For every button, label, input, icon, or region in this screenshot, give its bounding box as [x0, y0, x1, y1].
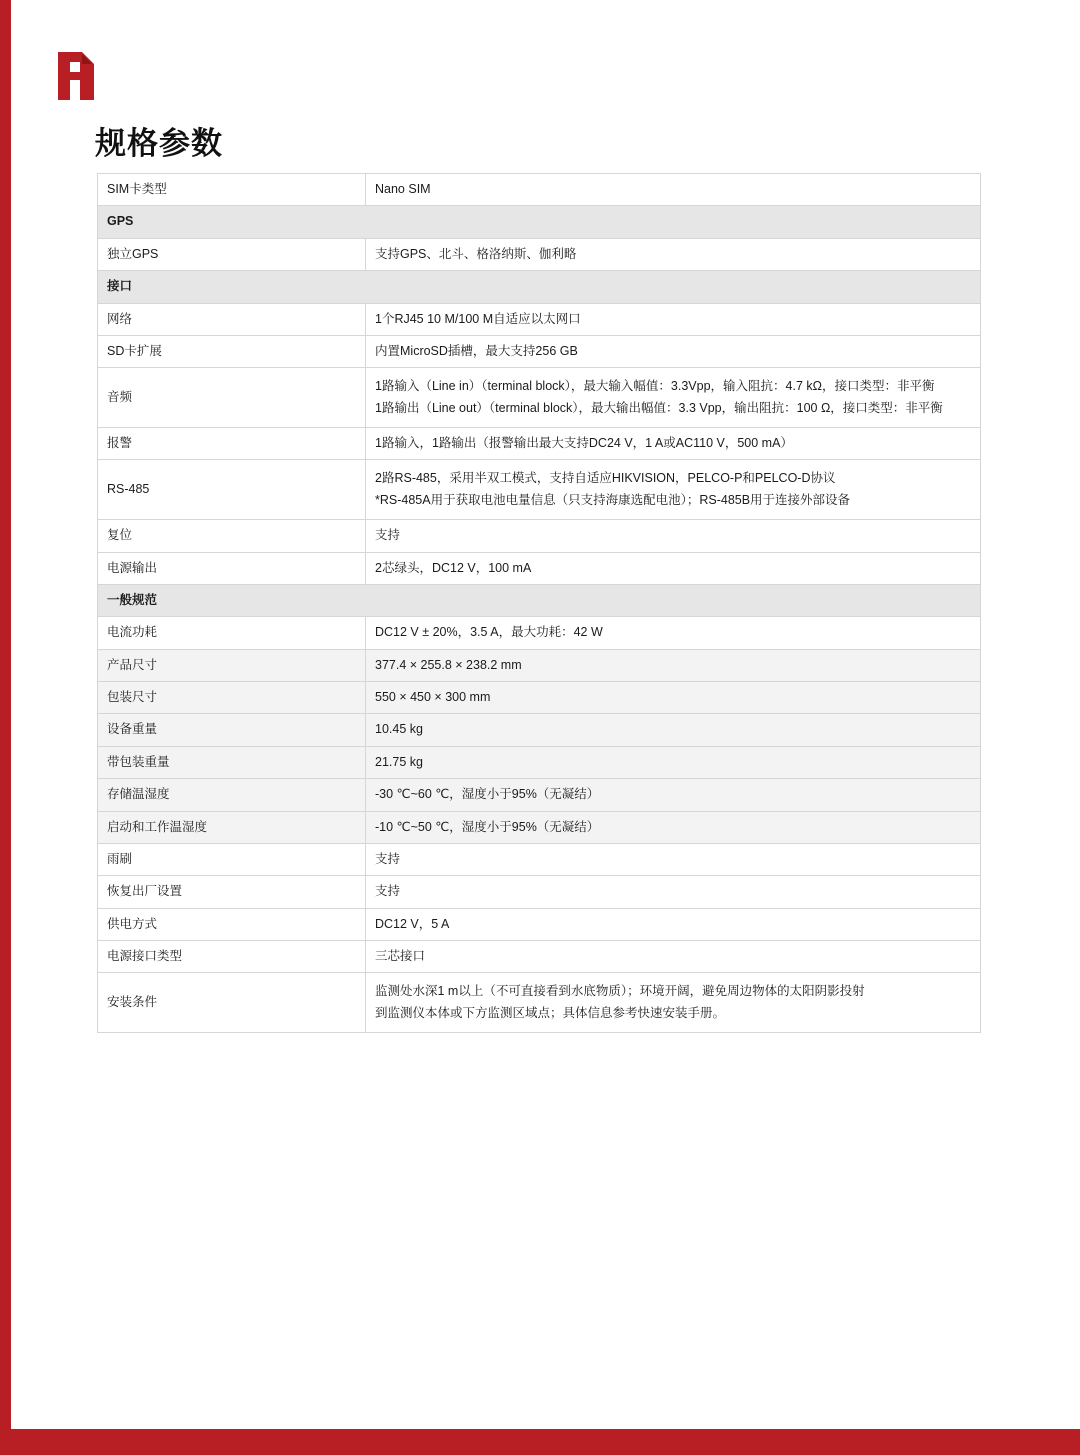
row-value — [366, 520, 981, 552]
row-label: 恢复出厂设置 — [98, 876, 366, 908]
row-value-line: DC12 V，5 A — [375, 916, 450, 931]
row-label: 存储温湿度 — [98, 779, 366, 811]
row-value — [366, 714, 981, 746]
table-row — [98, 876, 981, 908]
row-value — [366, 174, 981, 206]
row-label: 产品尺寸 — [98, 649, 366, 681]
table-row — [98, 238, 981, 270]
table-row — [98, 552, 981, 584]
row-value-line: 1路输出（Line out）（terminal block），最大输出幅值：3.3 Vpp，输出阻抗：100 Ω，接口类型：非平衡 — [375, 400, 943, 415]
row-value — [366, 368, 981, 428]
row-value-line: DC12 V ± 20%，3.5 A，最大功耗：42 W — [375, 625, 603, 640]
row-label: 供电方式 — [98, 908, 366, 940]
row-value-line: 监测处水深1 m以上（不可直接看到水底物质）；环境开阔，避免周边物体的太阳阴影投射 — [375, 984, 865, 999]
row-value — [366, 335, 981, 367]
table-row — [98, 520, 981, 552]
row-value — [366, 460, 981, 520]
table-row — [98, 811, 981, 843]
hikvision-logo-icon — [52, 48, 108, 104]
section-title: GPS — [98, 206, 981, 238]
row-value-line: Nano SIM — [375, 182, 431, 196]
row-value — [366, 682, 981, 714]
table-section-row — [98, 206, 981, 238]
row-value — [366, 908, 981, 940]
row-value — [366, 876, 981, 908]
row-value-line: 2芯绿头，DC12 V，100 mA — [375, 560, 532, 575]
left-red-bar — [0, 0, 11, 1455]
row-value-line: 1路输入，1路输出（报警输出最大支持DC24 V，1 A或AC110 V，500 mA） — [375, 436, 793, 450]
row-label: 设备重量 — [98, 714, 366, 746]
row-value — [366, 649, 981, 681]
row-label: 包装尺寸 — [98, 682, 366, 714]
table-row — [98, 368, 981, 428]
row-value-line: *RS-485A用于获取电池电量信息（只支持海康选配电池）；RS-485B用于连接外部设备 — [375, 492, 851, 507]
row-label: 电源输出 — [98, 552, 366, 584]
row-value-line: -30 ℃~60 ℃，湿度小于95%（无凝结） — [375, 787, 600, 802]
row-label: 电源接口类型 — [98, 941, 366, 973]
row-label: 启动和工作温湿度 — [98, 811, 366, 843]
row-value-line: 10.45 kg — [375, 722, 423, 737]
table-row — [98, 843, 981, 875]
section-title: 一般规范 — [98, 584, 981, 616]
row-value-line: 550 × 450 × 300 mm — [375, 690, 491, 704]
row-label: 报警 — [98, 428, 366, 460]
row-value-line: 21.75 kg — [375, 754, 423, 769]
table-row — [98, 714, 981, 746]
row-value — [366, 941, 981, 973]
row-value-line: 内置MicroSD插槽，最大支持256 GB — [375, 343, 578, 358]
row-label: 独立GPS — [98, 238, 366, 270]
row-value-line: 支持 — [375, 884, 401, 899]
row-label: SIM卡类型 — [98, 174, 366, 206]
section-title: 接口 — [98, 271, 981, 303]
table-row — [98, 649, 981, 681]
row-value-line: 支持 — [375, 528, 401, 543]
row-value-line: 1路输入（Line in）（terminal block），最大输入幅值：3.3Vpp，输入阻抗：4.7 kΩ，接口类型：非平衡 — [375, 379, 935, 394]
row-value — [366, 238, 981, 270]
row-label: 复位 — [98, 520, 366, 552]
row-label: SD卡扩展 — [98, 335, 366, 367]
row-value — [366, 973, 981, 1033]
row-label: 音频 — [98, 368, 366, 428]
row-value-line: 三芯接口 — [375, 949, 426, 963]
table-row — [98, 779, 981, 811]
bottom-red-bar — [0, 1429, 1080, 1455]
row-label: 安装条件 — [98, 973, 366, 1033]
row-value — [366, 779, 981, 811]
page-title: 规格参数 — [95, 126, 223, 161]
table-row — [98, 941, 981, 973]
specifications-table — [97, 173, 981, 1033]
row-value-line: 2路RS-485，采用半双工模式，支持自适应HIKVISION，PELCO-P和PELCO-D协议 — [375, 471, 836, 486]
table-row — [98, 460, 981, 520]
table-row — [98, 303, 981, 335]
row-value-line: 支持 — [375, 851, 401, 866]
row-value — [366, 843, 981, 875]
row-label: 网络 — [98, 303, 366, 335]
table-row — [98, 617, 981, 649]
row-value — [366, 428, 981, 460]
table-section-row — [98, 271, 981, 303]
row-value-line: -10 ℃~50 ℃，湿度小于95%（无凝结） — [375, 819, 600, 834]
row-label: 电流功耗 — [98, 617, 366, 649]
table-row — [98, 174, 981, 206]
row-value — [366, 811, 981, 843]
table-row — [98, 746, 981, 778]
row-label: RS-485 — [98, 460, 366, 520]
table-row — [98, 973, 981, 1033]
row-label: 带包装重量 — [98, 746, 366, 778]
row-value-line: 支持GPS、北斗、格洛纳斯、伽利略 — [375, 246, 577, 261]
row-label: 雨刷 — [98, 843, 366, 875]
row-value — [366, 303, 981, 335]
row-value — [366, 552, 981, 584]
table-row — [98, 335, 981, 367]
table-row — [98, 682, 981, 714]
table-row — [98, 908, 981, 940]
row-value — [366, 746, 981, 778]
row-value — [366, 617, 981, 649]
row-value-line: 377.4 × 255.8 × 238.2 mm — [375, 657, 522, 672]
table-section-row — [98, 584, 981, 616]
table-row — [98, 428, 981, 460]
row-value-line: 1个RJ45 10 M/100 M自适应以太网口 — [375, 311, 581, 326]
row-value-line: 到监测仪本体或下方监测区域点；具体信息参考快速安装手册。 — [375, 1005, 726, 1020]
